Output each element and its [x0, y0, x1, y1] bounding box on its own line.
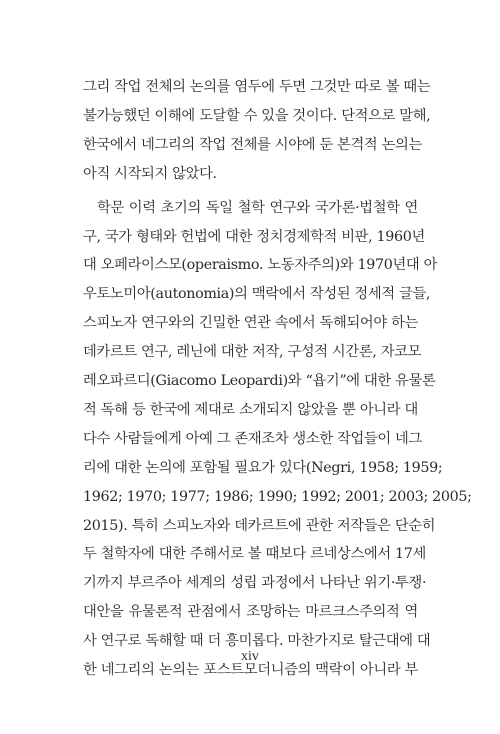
text-line: 레오파르디(Giacomo Leopardi)와 “욥기”에 대한 유물론	[83, 373, 436, 389]
page-number: xiv	[241, 649, 259, 664]
text-line: 스피노자 연구와의 긴밀한 연관 속에서 독해되어야 하는	[83, 315, 418, 332]
text-line: 대 오페라이스모(operaismo. 노동자주의)와 1970년대 아	[83, 257, 438, 274]
text-line: 사 연구로 독해할 때 더 흥미롭다. 마찬가지로 탈근대에 대	[83, 633, 431, 650]
text-line: 구, 국가 형태와 헌법에 대한 정치경제학적 비판, 1960년	[83, 228, 425, 245]
text-line: 2015). 특히 스피노자와 데카르트에 관한 저작들은 단순히	[83, 517, 436, 534]
text-line: 적 독해 등 한국에 제대로 소개되지 않았을 뿐 아니라 대	[83, 401, 418, 418]
text-line: 1962; 1970; 1977; 1986; 1990; 1992; 2001; 2003; 2005;	[83, 488, 472, 505]
text-line: 한국에서 네그리의 작업 전체를 시야에 둔 본격적 논의는	[83, 136, 422, 153]
text-line: 한 네그리의 논의는 포스트모더니즘의 맥락이 아니라 부	[83, 662, 418, 678]
text-line: 학문 이력 초기의 독일 철학 연구와 국가론·법철학 연	[97, 199, 418, 216]
text-line: 우토노미아(autonomia)의 맥락에서 작성된 정세적 글들,	[83, 286, 431, 303]
text-line: 데카르트 연구, 레닌에 대한 저작, 구성적 시간론, 자코모	[83, 344, 422, 361]
text-line: 리에 대한 논의에 포함될 필요가 있다(Negri, 1958; 1959;	[83, 459, 443, 476]
text-line: 그리 작업 전체의 논의를 염두에 두면 그것만 따로 볼 때는	[83, 79, 431, 95]
text-line: 불가능했던 이해에 도달할 수 있을 것이다. 단적으로 말해,	[83, 107, 431, 124]
text-line: 두 철학자에 대한 주해서로 볼 때보다 르네상스에서 17세	[83, 546, 426, 563]
text-line: 기까지 부르주아 세계의 성립 과정에서 나타난 위기·투쟁·	[83, 575, 427, 592]
text-line: 다수 사람들에게 아예 그 존재조차 생소한 작업들이 네그	[83, 430, 422, 447]
text-line: 대안을 유물론적 관점에서 조망하는 마르크스주의적 역	[83, 604, 418, 621]
text-line: 아직 시작되지 않았다.	[83, 165, 217, 182]
